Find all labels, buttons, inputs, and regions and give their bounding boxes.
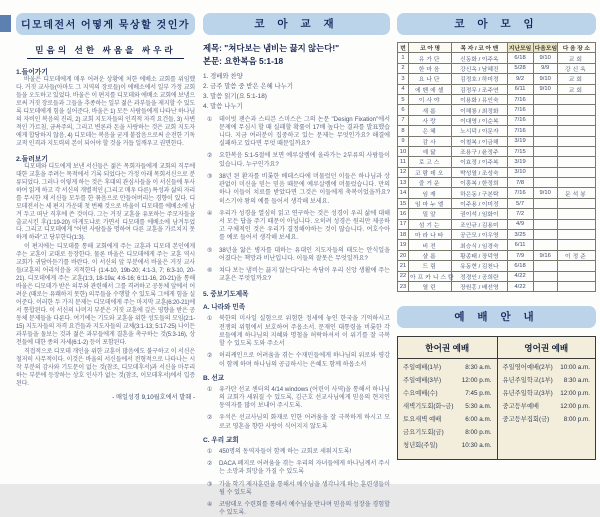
koa-cell: 6/18 <box>507 53 533 63</box>
koa-row <box>398 178 596 188</box>
koa-cell: 12 <box>398 167 409 177</box>
koa-cell <box>557 281 595 291</box>
koa-row <box>398 136 596 146</box>
koa-cell: 하은동 / 구본탁 <box>452 188 507 198</box>
koa-cell: 이대영 / 이순복 <box>452 115 507 125</box>
koa-cell: 14 <box>398 188 409 198</box>
koa-cell: 11 <box>398 157 409 167</box>
koa-cell: 7/2 <box>507 209 533 219</box>
koa-cell: 조용구 / 윤정주 <box>452 146 507 156</box>
koa-row <box>398 105 596 115</box>
koa-cell: 밀알 <box>409 209 452 219</box>
worship-column-korean <box>398 337 497 458</box>
service-time: 10:00 a.m. <box>560 364 590 372</box>
item-number: ⑥ <box>207 267 213 275</box>
koa-cell <box>557 178 595 188</box>
prayer-heading: 5. 중보기도제목 <box>203 291 249 299</box>
discussion-question <box>207 173 390 206</box>
worship-service-row <box>503 414 591 427</box>
item-number: ⑤ <box>207 246 213 254</box>
koa-cell: 7/16 <box>507 188 533 198</box>
koa-cell: 코람데오 <box>409 167 452 177</box>
koa-cell: 9/10 <box>533 188 557 198</box>
left-sections <box>16 66 195 389</box>
koa-table-header <box>398 43 596 53</box>
koa-cell <box>557 146 595 156</box>
koa-cell: 6/11 <box>507 240 533 250</box>
worship-service-row <box>403 388 492 401</box>
koa-cell <box>533 157 557 167</box>
mid-column-title: 코 아 교 재 <box>203 13 390 35</box>
koa-cell: 6/18 <box>507 261 533 271</box>
service-name: 청년회(주일) <box>403 441 438 449</box>
service-time: 8:30 a.m. <box>465 364 492 372</box>
koa-cell: 7 <box>398 115 409 125</box>
koa-row <box>398 157 596 167</box>
prayer-item <box>207 386 390 411</box>
koa-cell: 교회 <box>557 74 595 84</box>
agenda-item: 3. 말씀 읽기(요 5:1-18) <box>203 92 267 100</box>
koa-cell: 유동현 / 김천나 <box>452 261 507 271</box>
agenda-item: 4. 말씀 나누기 <box>203 102 243 110</box>
koa-cell: 9 <box>398 136 409 146</box>
koa-cell: 마라나타 <box>409 230 452 240</box>
koa-cell: 김정호 / 하미정 <box>452 74 507 84</box>
koa-cell <box>557 240 595 250</box>
koa-cell: 13 <box>398 178 409 188</box>
koa-cell: 23 <box>398 281 409 291</box>
worship-service-row <box>503 401 591 414</box>
koa-cell: 조인규 / 김용미 <box>452 219 507 229</box>
service-time: 5:30 a.m. <box>465 403 492 411</box>
koa-row <box>398 53 596 63</box>
koa-column-header: 코 아 명 <box>409 43 452 53</box>
koa-cell: 이사야 <box>409 94 452 104</box>
koa-cell <box>533 115 557 125</box>
service-time: 10:30 a.m. <box>461 441 492 449</box>
koa-cell: 17 <box>398 219 409 229</box>
item-number: ③ <box>207 172 213 180</box>
item-text: 북한의 미사일 실험으로 위험한 정세에 놓인 한국을 기억하시고 전쟁의 위험에서 보호하여 주옵소서. 문재인 대통령을 비롯한 각료들에게 하나님의 지혜와 명철을 허락하셔서 이 위기를 잘 극복할 수 있도록 도와 주소서 <box>219 315 390 348</box>
koa-cell: 7/16 <box>507 94 533 104</box>
koa-cell <box>557 105 595 115</box>
section-paragraph: 바울은 디모데에게 매우 어려운 상황에 처한 에베소 교회를 위임했다. 거짓 교사들(아마도 그 지역의 장로들)이 에베소에서 일부 가정 교회들을 오도하고 있었다. 바울은 이 편지를 디모데와 에베소 교회에 보냄으로써 거짓 장로들과 그들을 추종하는 일부 젊은 과부들을 제지할 수 있도록 디모데에게 힘을 실어준다. 바울은 1) 모든 사람들에게 나타난 하나님의 자비인 복음의 진리, 2) 교회 지도자들의 인격적 자격 요건들, 3) 사변적인 가르침, 금욕주의, 그리고 변론과 돈을 사랑하는 것은 교회 지도자에게 합당하지 않음, 4) 디모데는 복음을 굳게 붙잡음으로써 순전한 기독교적 인격과 지도력의 본이 되어야 할 것을 거듭 일깨우고 권면한다. <box>16 77 195 147</box>
koa-cell: 19 <box>398 240 409 250</box>
koa-cell: 1 <box>398 53 409 63</box>
koa-cell: 권이석 / 임화이 <box>452 209 507 219</box>
koa-cell: 이용화 / 유인숙 <box>452 94 507 104</box>
prayer-group-title: C. 우리 교회 <box>203 436 239 444</box>
item-number: ④ <box>207 500 213 508</box>
koa-cell: 3/25 <box>507 230 533 240</box>
discussion-question <box>207 210 390 243</box>
koa-cell: 9/2 <box>507 74 533 84</box>
koa-cell <box>557 126 595 136</box>
service-time: 7:45 p.m. <box>465 390 492 398</box>
koa-cell: 노시덕 / 이문자 <box>452 126 507 136</box>
koa-cell: 7/16 <box>507 126 533 136</box>
koa-cell: 열린 <box>409 281 452 291</box>
koa-row <box>398 84 596 94</box>
prayer-item <box>207 448 390 456</box>
discussion-question <box>207 247 390 263</box>
worship-service-row <box>403 401 492 414</box>
lesson-agenda <box>203 72 390 112</box>
koa-cell: 새롬 <box>409 105 452 115</box>
left-column <box>16 13 195 401</box>
service-time: 8:00 p.m. <box>563 416 590 423</box>
koa-column-header: 목 자 / 코 아 맨 <box>452 43 507 53</box>
koa-row <box>398 240 596 250</box>
prayer-item <box>207 501 390 517</box>
lesson-questions <box>203 116 390 284</box>
left-column-title: 디모데전서 어떻게 묵상할 것인가 <box>16 13 195 35</box>
koa-cell: 10 <box>398 146 409 156</box>
koa-row <box>398 188 596 198</box>
service-time: 12:00 p.m. <box>560 403 590 411</box>
service-time: 12:00 p.m. <box>461 377 492 385</box>
koa-meetings-title: 코 아 모 임 <box>397 13 596 35</box>
worship-service-row <box>503 362 591 375</box>
section-heading: 2.둘러보기 <box>16 155 48 163</box>
worship-service-row <box>403 362 492 375</box>
discussion-question <box>207 152 390 168</box>
prayer-item <box>207 414 390 430</box>
item-text: 38년을 앓은 병자를 대하는 유대인 지도자들의 태도는 안식일을 어겼다는 책망과 비난입니다. 이들의 잘못은 무엇일까요? <box>219 246 390 262</box>
koa-row <box>398 115 596 125</box>
koa-column-header: 다 음 장 소 <box>557 43 595 53</box>
koa-cell: 이정준 <box>557 250 595 260</box>
koa-cell: 5 <box>398 94 409 104</box>
koa-cell: 강신옥 / 남혜진 <box>452 63 507 73</box>
koa-cell: 15 <box>398 198 409 208</box>
left-subtitle: 믿음의 선한 싸움을 싸우라 <box>27 44 183 59</box>
koa-cell <box>533 261 557 271</box>
worship-service-row <box>503 388 591 401</box>
koa-cell: 4/22 <box>507 281 533 291</box>
service-time: 8:00 p.m. <box>465 428 492 436</box>
koa-cell <box>533 281 557 291</box>
koa-row <box>398 146 596 156</box>
koa-cell: 교회 <box>557 84 595 94</box>
koa-cell <box>533 198 557 208</box>
koa-cell: 5/7 <box>507 198 533 208</box>
section-paragraph: 직접적으로 디모데 개인을 위한 교훈이 많음에도 불구하고 이 서신은 철저히 사무적이다. 이것은 바울의 서신들에서 전형적으로 나타나는 시작 부분의 감사와 기도문이 없는 것(참조, 디모데후서)과 서신을 마무리하는 부분에 등장하는 상호 인사가 없는 것(참조, 이모데후서)에서 입증된다. <box>16 349 195 387</box>
koa-cell <box>557 167 595 177</box>
koa-cell: 드림 <box>409 261 452 271</box>
prayer-item <box>207 315 390 348</box>
koa-cell: 4 <box>398 84 409 94</box>
middle-column <box>203 13 390 517</box>
koa-cell: 아프카니스탄 <box>409 271 452 281</box>
item-text: 우석은 선교사님의 화재로 인한 어려움을 잘 극복하게 하시고 모로코 영혼을 향한 사랑이 식어지지 않도록 <box>219 414 390 430</box>
koa-cell: 최승식 / 임경숙 <box>452 240 507 250</box>
lesson-passage: 본문: 요한복음 5:1-18 <box>203 55 284 66</box>
koa-cell: 공근모 / 이우영 <box>452 230 507 240</box>
koa-cell: 유가단 <box>409 53 452 63</box>
item-number: ② <box>207 460 213 468</box>
koa-cell: 이주용 / 이미정 <box>452 198 507 208</box>
koa-cell: 정경인 / 공희란 <box>452 271 507 281</box>
worship-service-row <box>403 440 492 453</box>
service-name: 유년주일학교(3부) <box>502 390 553 398</box>
item-text: 데이빗 잰슨과 스티븐 스미스은 그의 논문 "Design Fixation"에서 문제에 무심시 할 때 실패할 확률이 17배 높다는 결과를 발표했습니다. 지금 여러분이 집중하고 있는 문제는 무엇인가요? 해결에 실패하고 있다면 무엇 때문일까요? <box>219 115 390 148</box>
koa-cell: 9/9 <box>533 63 557 73</box>
koa-cell <box>533 271 557 281</box>
koa-cell: 2 <box>398 63 409 73</box>
koa-cell: 이철복 / 이금해 <box>452 136 507 146</box>
agenda-item: 2. 금주 말씀 중 받은 은혜 나누기 <box>203 82 294 90</box>
koa-cell: 사랑 <box>409 115 452 125</box>
koa-cell <box>557 261 595 271</box>
koa-cell <box>557 157 595 167</box>
koa-row <box>398 126 596 136</box>
koa-cell: 7/8 <box>507 178 533 188</box>
koa-cell: 이효정 / 이주복 <box>452 157 507 167</box>
item-number: ② <box>207 352 213 360</box>
item-number: ② <box>207 152 213 160</box>
koa-cell: 9/16 <box>533 250 557 260</box>
koa-row <box>398 198 596 208</box>
koa-cell <box>533 219 557 229</box>
source-note: - 매일성경 9,10월호에서 발췌 - <box>112 393 195 401</box>
koa-cell: 샬롬 <box>409 250 452 260</box>
service-time: 8:30 a.m. <box>563 377 590 385</box>
koa-row <box>398 250 596 260</box>
koa-cell: 20 <box>398 250 409 260</box>
worship-column-title: 영어권 예배 <box>498 340 596 359</box>
koa-row <box>398 74 596 84</box>
prayer-item <box>207 460 390 476</box>
koa-cell: 6 <box>398 105 409 115</box>
koa-row <box>398 94 596 104</box>
item-text: 요한복음 5:1-5절에 보면 예루살렘에 올라가는 2부류의 사람들이 있습니다. 누구인가요? <box>219 152 390 168</box>
item-number: ① <box>207 315 213 323</box>
service-name: 중고등부예배 <box>502 403 539 411</box>
koa-cell: 9/10 <box>533 53 557 63</box>
koa-row <box>398 281 596 291</box>
koa-table-body <box>398 53 596 292</box>
koa-cell <box>533 230 557 240</box>
item-number: ④ <box>207 209 213 217</box>
prayer-item <box>207 352 390 368</box>
koa-cell: 문석봉 <box>557 188 595 198</box>
worship-column-title: 한어권 예배 <box>398 340 497 359</box>
prayer-group-title: A. 나라와 민족 <box>203 304 246 312</box>
discussion-question <box>207 116 390 149</box>
worship-service-row <box>403 427 492 440</box>
koa-cell: 4/22 <box>507 271 533 281</box>
item-text: 유카탄 선교 센터의 4/14 windows (어린이 사역)을 통해서 하나님의 교회가 세워질 수 있도록, 김근호 선교사님에게 믿음의 현지인 동역자를 많이 보내어 주시도록. <box>219 385 390 410</box>
koa-cell: 에벤에셀 <box>409 84 452 94</box>
service-time: 12:00 p.m. <box>560 390 590 398</box>
item-text: DACA 폐지로 어려움을 겪는 우리의 자녀들에게 하나님께서 주시는 소망과 희망을 가질 수 있도록 <box>219 460 390 476</box>
prayer-groups <box>203 301 390 517</box>
koa-cell: 8 <box>398 126 409 136</box>
koa-cell: 김정무 / 조주연 <box>452 84 507 94</box>
koa-cell: 5/28 <box>507 63 533 73</box>
worship-info-title: 예 배 안 내 <box>397 306 596 328</box>
koa-cell: 3 <box>398 74 409 84</box>
koa-cell <box>533 240 557 250</box>
koa-cell: 요나단 <box>409 74 452 84</box>
koa-row <box>398 261 596 271</box>
koa-cell <box>533 167 557 177</box>
koa-cell: 이흥복 / 한정희 <box>452 178 507 188</box>
item-number: ① <box>207 447 213 455</box>
item-number: ① <box>207 385 213 393</box>
item-text: 450명의 동역자들이 함께 하는 교회로 세워지도록! <box>219 447 352 455</box>
item-number: ③ <box>207 480 213 488</box>
item-number: ② <box>207 414 213 422</box>
koa-cell: 감사 <box>409 136 452 146</box>
koa-cell: 6/11 <box>507 84 533 94</box>
service-name: 토요새벽 예배 <box>403 416 442 423</box>
service-name: 수요예배(수) <box>403 390 438 398</box>
koa-cell: 임재 <box>409 188 452 198</box>
koa-row <box>398 63 596 73</box>
koa-cell: 비전 <box>409 240 452 250</box>
koa-row <box>398 219 596 229</box>
koa-cell <box>557 115 595 125</box>
worship-service-row <box>503 375 591 388</box>
lesson-title: 제목: "쳐다보는 냄비는 끓지 않는다!" <box>203 43 340 53</box>
section-paragraph: 이 편지에는 디모데를 통해 교회에게 주는 교훈과 디모데 본인에게 주는 교훈이 교대로 등장한다. 물론 바울은 디모데에게 주는 교훈 역시 교회가 귀담아듣기를 바란다. 이 서신의 앞 부분에서 바울은 거짓 교사들/교훈의 어리석음을 지적한다 (1:4-10, 19b-20; 4:1-3, 7; 6:3-10, 20-21). 디모데에게 주는 교훈(1:3, 18-19a; 4:6-16; 6:11-16, 20-21)을 통해 바울은 디모데가 받은 의무와 관련해서 그를 격려하고 공동체 앞에서 어려운 (때로는 유쾌하지 못한) 의무들을 수행할 수 있도록 그에게 힘을 실어준다. 이러한 두 가지 문제는 디모데에게 주는 마지막 교훈(6:20-21)에서 통합된다. 이 서신의 나머지 부분은 거짓 교훈에 깊은 영향을 받은 공동체 문제들을 다룬다. 여기에는 기도와 교훈을 위한 성도들의 모임(2:1-15) 지도자들의 자격 요건들과 지도자들의 교체(3:1-13; 5:17-25) 나이든 과부들을 돌보는 것과 젊은 과부들에게 결혼을 촉구하는 것(5:3-16), 상전들에 대한 종의 자세(6:1-2) 등이 포함된다. <box>16 244 195 347</box>
service-name: 유년주일학교(1부) <box>502 377 553 385</box>
koa-cell: 황종태 / 장덕영 <box>452 250 507 260</box>
koa-meetings-table <box>397 42 596 292</box>
service-name: 주일영어예배(2부) <box>502 364 553 372</box>
koa-cell: 4/9 <box>507 219 533 229</box>
prayer-group-title: B. 선교 <box>203 374 225 382</box>
item-text: 쳐다 보는 냄비는 끓지 않는다"라는 속담이 우리 신앙 생활에 주는 교훈은 무엇일까요? <box>219 267 390 283</box>
koa-cell: 예닮 <box>409 146 452 156</box>
koa-cell <box>533 94 557 104</box>
koa-cell: 강신옥 <box>557 63 595 73</box>
service-name: 주일예배(3부) <box>403 377 442 385</box>
koa-cell <box>557 94 595 104</box>
service-name: 주일예배(1부) <box>403 364 442 372</box>
item-text: 우리가 성경을 열심히 읽고 연구하는 것은 성경이 우리 삶에 대해서 모든 답을 주기 때문이 아닙니다. 오히려 성경은 원리만 제공하고 구체적인 것은 우리가 결정해야하는 것이 많습니다. 여호수아를 예로 들어서 생각해 보세요. <box>219 209 390 242</box>
koa-cell: 로고스 <box>409 157 452 167</box>
item-text: 허리케인으로 어려움을 겪는 수재민들에게 하나님의 위로와 평강이 함께 하며 하나님의 공급하시는 은혜도 함께 하옵소서 <box>219 352 390 368</box>
koa-cell: 9/10 <box>533 74 557 84</box>
koa-cell <box>533 178 557 188</box>
koa-column-header: 다음모임 <box>533 43 557 53</box>
koa-cell: 7/16 <box>507 105 533 115</box>
worship-service-row <box>403 375 492 388</box>
agenda-item: 1. 경배와 찬양 <box>203 72 243 80</box>
koa-cell: 신동화 / 이주옥 <box>452 53 507 63</box>
koa-cell <box>557 198 595 208</box>
worship-service-row <box>403 414 492 427</box>
koa-cell: 한마음 <box>409 63 452 73</box>
koa-cell: 18 <box>398 230 409 240</box>
service-name: 중고등부집회(금) <box>502 416 550 423</box>
koa-cell <box>557 219 595 229</box>
koa-cell <box>533 209 557 219</box>
koa-cell <box>533 136 557 146</box>
koa-row <box>398 230 596 240</box>
koa-column-header: 지난모임 <box>507 43 533 53</box>
item-text: 코람데오 수련회를 통해서 예수님을 만나며 믿음의 성장을 경험할 수 있도록. <box>219 500 390 517</box>
koa-cell: 장원홍 / 배선영 <box>452 281 507 291</box>
item-text: 가을 학기 제자훈련을 통해서 예수님을 생각나게 하는 훈련생들이 될 수 있도록 <box>219 480 390 496</box>
koa-cell: 7/15 <box>507 146 533 156</box>
worship-table <box>397 336 596 459</box>
koa-cell: 7/16 <box>507 115 533 125</box>
koa-cell <box>557 209 595 219</box>
koa-column-header: 번 <box>398 43 409 53</box>
koa-cell: 3/10 <box>507 167 533 177</box>
koa-cell: 7/9 <box>507 250 533 260</box>
koa-cell <box>533 146 557 156</box>
item-text: 38년 된 환자를 비롯한 베데스다에 머물렀던 이들은 하나님과 상관없이 미신을 믿는 믿음 때문에 예루살렘에 머물렀습니다. 만의 하나 이들이 치료를 받았다면 그것은 이들에게 축복이었을까요? 히스기야 왕의 예를 들어서 생각해 보세요. <box>219 172 390 205</box>
worship-column-english <box>497 337 596 458</box>
service-name: 금요기도회(금) <box>403 428 444 436</box>
koa-cell: 21 <box>398 261 409 271</box>
header-edge-tab <box>0 15 11 32</box>
koa-cell <box>557 230 595 240</box>
koa-cell: 16 <box>398 209 409 219</box>
koa-cell <box>533 105 557 115</box>
koa-cell <box>557 136 595 146</box>
koa-cell: 교회 <box>557 53 595 63</box>
koa-cell: 은혜 <box>409 126 452 136</box>
koa-cell: 이해룡 / 최정화 <box>452 105 507 115</box>
koa-cell: 박성열 / 조성숙 <box>452 167 507 177</box>
discussion-question <box>207 267 390 283</box>
service-name: 새벽기도회(화~금) <box>403 403 454 411</box>
item-number: ① <box>207 115 213 123</box>
koa-cell: 22 <box>398 271 409 281</box>
koa-cell: 3/19 <box>507 157 533 167</box>
koa-row <box>398 271 596 281</box>
section-heading: 1.들어가기 <box>16 69 48 76</box>
section-paragraph: 디모데와 디도에게 보낸 서신들은 젊은 목회자들에게 교회의 직무에 대한 교훈을 주려는 목적에서 기록 되었다는 가정 아래 목회서신으로 분류되었다. 그러나 이렇게 하는 것은 후대의 관심사들을 이 서신들에 투사하여 읽게 하고 각 서신의 개별적인 (그리고 매우 다른) 특성과 삶의 자리를 무시한 채 서신들 모두를 한 묶음으로 만들어버리는 경향이 있다. 디모데전서는 세 편지 가운데 첫 번째 것으로 바울이 디모데를 에베소에 남겨 두고 떠난 직후에 쓴 것이다. 그는 거짓 교훈을 유포하는 주모자들을 출교시킨 후(1:19-20) 마게도냐로 가면서 디모데를 에베소에 남겨두었다. 그리고 디모데에게 "어떤 사람들을 명하여 다른 교훈을 가르치지 못하게 하라"고 당부한다(1:3). <box>16 163 195 242</box>
koa-cell: 즐거운 <box>409 178 452 188</box>
koa-cell: 3/19 <box>507 136 533 146</box>
right-column <box>397 13 596 460</box>
koa-cell: 9/10 <box>533 84 557 94</box>
koa-cell: 섬기는 <box>409 219 452 229</box>
koa-cell <box>557 271 595 281</box>
service-time: 6:00 a.m. <box>465 416 492 423</box>
prayer-item <box>207 481 390 497</box>
koa-row <box>398 167 596 177</box>
koa-row <box>398 209 596 219</box>
koa-cell <box>533 126 557 136</box>
koa-cell: 임마누엘 <box>409 198 452 208</box>
